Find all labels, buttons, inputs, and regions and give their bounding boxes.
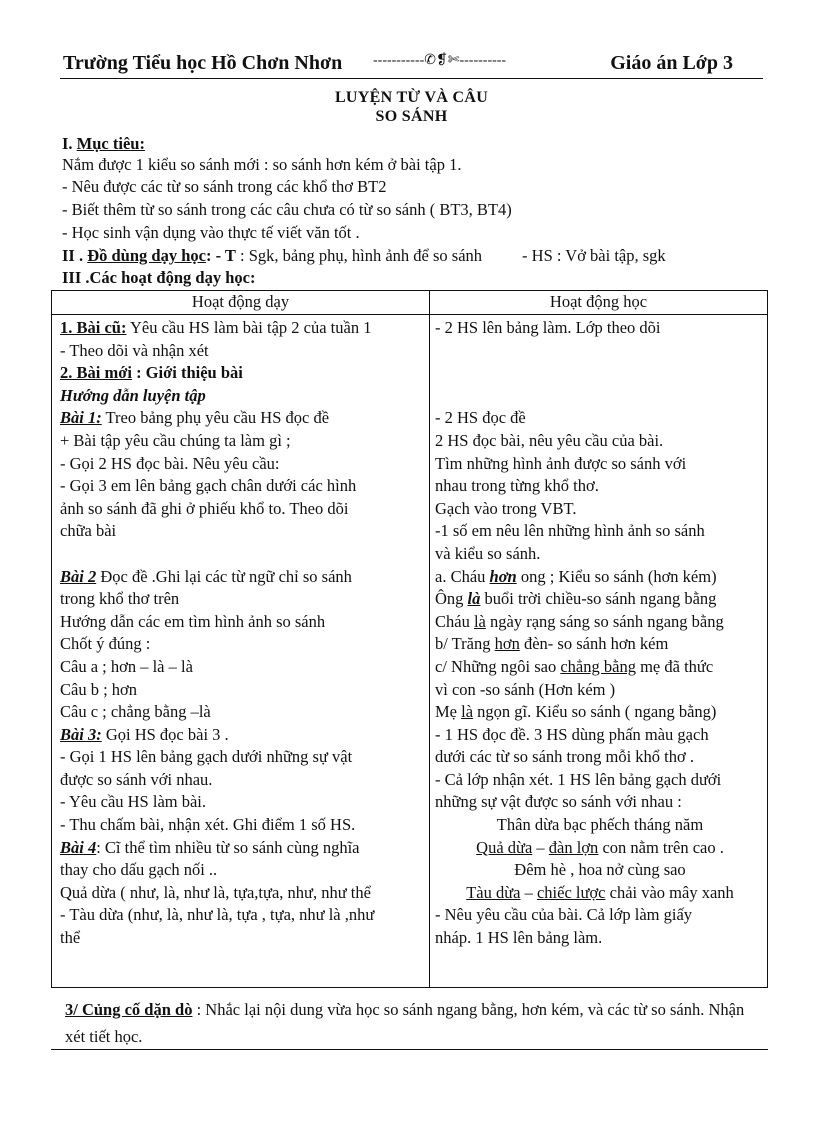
student-row: Mẹ là ngọn gĩ. Kiểu so sánh ( ngang bằng) bbox=[435, 702, 717, 722]
student-row: Tìm những hình ảnh được so sánh với bbox=[435, 453, 687, 473]
objective-item: - Học sinh vận dụng vào thực tế viết văn tốt . bbox=[62, 223, 360, 242]
student-row: vì con -so sánh (Hơn kém ) bbox=[435, 679, 616, 699]
student-row: 2 HS đọc bài, nêu yêu cầu của bài. bbox=[435, 430, 664, 450]
teacher-row: - Thu chấm bài, nhận xét. Ghi điểm 1 số HS. bbox=[60, 815, 356, 835]
teacher-row: 2. Bài mới : Giới thiệu bài bbox=[60, 363, 243, 383]
poem-line: Tàu dừa – chiếc lược chải vào mây xanh bbox=[466, 882, 734, 902]
student-row: - Nêu yêu cầu của bài. Cả lớp làm giấy bbox=[435, 905, 693, 925]
page-header bbox=[63, 50, 763, 80]
student-row: và kiểu so sánh. bbox=[435, 543, 541, 563]
teacher-activities bbox=[60, 317, 426, 950]
student-row: những sự vật được so sánh với nhau : bbox=[435, 792, 682, 812]
activities-table bbox=[51, 290, 768, 988]
teacher-row: thể bbox=[60, 928, 81, 948]
lesson-subject: LUYỆN TỪ VÀ CÂU bbox=[334, 89, 489, 106]
student-row: c/ Những ngôi sao chẳng bằng mẹ đã thức bbox=[435, 656, 714, 676]
student-row: b/ Trăng hơn đèn- so sánh hơn kém bbox=[435, 634, 669, 654]
teacher-row: - Theo dõi và nhận xét bbox=[60, 340, 209, 360]
teacher-row: Bài 1: Treo bảng phụ yêu cầu HS đọc đề bbox=[60, 408, 330, 428]
teacher-row: Câu c ; chẳng bằng –là bbox=[60, 702, 211, 722]
teacher-row: Hướng dẫn các em tìm hình ảnh so sánh bbox=[60, 611, 326, 631]
objective-item: Nắm được 1 kiểu so sánh mới : so sánh hơn kém ở bài tập 1. bbox=[62, 155, 462, 174]
teacher-row: - Gọi 3 em lên bảng gạch chân dưới các hình bbox=[60, 476, 357, 496]
student-row: Cháu là ngày rạng sáng so sánh ngang bằng bbox=[435, 611, 724, 631]
teacher-row: Quả dừa ( như, là, như là, tựa,tựa, như, như thể bbox=[60, 882, 371, 902]
objective-item: - Biết thêm từ so sánh trong các câu chưa có từ so sánh ( BT3, BT4) bbox=[62, 200, 512, 219]
teacher-row: ảnh so sánh đã ghi ở phiếu khổ to. Theo dõi bbox=[60, 498, 349, 518]
teacher-row: - Gọi 1 HS lên bảng gạch dưới những sự vật bbox=[60, 747, 353, 767]
teacher-row: trong khổ thơ trên bbox=[60, 589, 180, 609]
teacher-row: - Yêu cầu HS làm bài. bbox=[60, 792, 207, 812]
student-row: nháp. 1 HS lên bảng làm. bbox=[435, 928, 603, 948]
student-row: dưới các từ so sánh trong mỗi khổ thơ . bbox=[435, 747, 694, 767]
teacher-row: Bài 3: Gọi HS đọc bài 3 . bbox=[60, 724, 229, 744]
poem-line: Quả dừa – đàn lợn con nằm trên cao . bbox=[476, 837, 724, 857]
student-row: Gạch vào trong VBT. bbox=[435, 498, 577, 518]
teacher-row: Câu a ; hơn – là – là bbox=[60, 656, 193, 676]
poem-line: Thân dừa bạc phếch tháng năm bbox=[496, 815, 704, 835]
student-column-header: Hoạt động học bbox=[549, 292, 648, 311]
materials-line: II . Đồ dùng dạy học: - T : Sgk, bảng phụ, hình ảnh để so sánh - HS : Vở bài tập, sgk bbox=[62, 246, 666, 265]
teacher-row: Bài 2 Đọc đề .Ghi lại các từ ngữ chỉ so sánh bbox=[60, 566, 352, 586]
header-ornament: -----------✆❡✄---------- bbox=[373, 53, 507, 68]
consolidation-text: 3/ Củng cố dặn dò : Nhắc lại nội dung vừa học so sánh ngang bằng, hơn kém, và các từ so sánh. Nhận xét tiết học. bbox=[65, 1000, 745, 1046]
objectives-heading: I. Mục tiêu: bbox=[62, 134, 145, 153]
teacher-row: 1. Bài cũ: Yêu cầu HS làm bài tập 2 của tuần 1 bbox=[60, 318, 372, 337]
student-activities bbox=[435, 317, 765, 950]
student-row: Ông là buổi trời chiều-so sánh ngang bằng bbox=[435, 589, 717, 609]
student-row: - Cả lớp nhận xét. 1 HS lên bảng gạch dưới bbox=[435, 769, 722, 789]
header-rule bbox=[60, 78, 763, 79]
poem-line: Đêm hè , hoa nở cùng sao bbox=[514, 860, 686, 880]
teacher-row: + Bài tập yêu cầu chúng ta làm gì ; bbox=[60, 430, 291, 450]
header-divider bbox=[52, 314, 767, 315]
column-divider bbox=[429, 291, 430, 987]
objective-item: - Nêu được các từ so sánh trong các khổ thơ BT2 bbox=[62, 177, 387, 196]
teacher-row: Hướng dẫn luyện tập bbox=[60, 385, 206, 405]
teacher-row: Câu b ; hơn bbox=[60, 679, 138, 699]
student-row: a. Cháu hơn ong ; Kiểu so sánh (hơn kém) bbox=[435, 566, 717, 586]
teacher-row: Chốt ý đúng : bbox=[60, 634, 151, 654]
student-row: nhau trong từng khổ thơ. bbox=[435, 476, 599, 496]
teacher-row: được so sánh với nhau. bbox=[60, 769, 213, 789]
teacher-row: - Gọi 2 HS đọc bài. Nêu yêu cầu: bbox=[60, 453, 280, 473]
consolidation-section bbox=[51, 988, 768, 1050]
teacher-column-header: Hoạt động dạy bbox=[191, 292, 290, 311]
student-row: - 1 HS đọc đề. 3 HS dùng phấn màu gạch bbox=[435, 724, 709, 744]
lesson-title: SO SÁNH bbox=[375, 108, 448, 125]
activities-heading: III .Các hoạt động dạy học: bbox=[62, 268, 256, 287]
school-name: Trường Tiểu học Hồ Chơn Nhơn bbox=[63, 52, 343, 74]
student-row: - 2 HS lên bảng làm. Lớp theo dõi bbox=[435, 318, 661, 337]
teacher-row: chữa bài bbox=[60, 521, 117, 541]
student-row: -1 số em nêu lên những hình ảnh so sánh bbox=[435, 521, 705, 541]
teacher-row: - Tàu dừa (như, là, như là, tựa , tựa, như là ,như bbox=[60, 905, 375, 925]
teacher-row: thay cho dấu gạch nối .. bbox=[60, 860, 218, 880]
grade-label: Giáo án Lớp 3 bbox=[610, 52, 733, 74]
teacher-row: Bài 4: Cĩ thể tìm nhiều từ so sánh cùng nghĩa bbox=[60, 837, 360, 857]
student-row: - 2 HS đọc đề bbox=[435, 408, 526, 428]
